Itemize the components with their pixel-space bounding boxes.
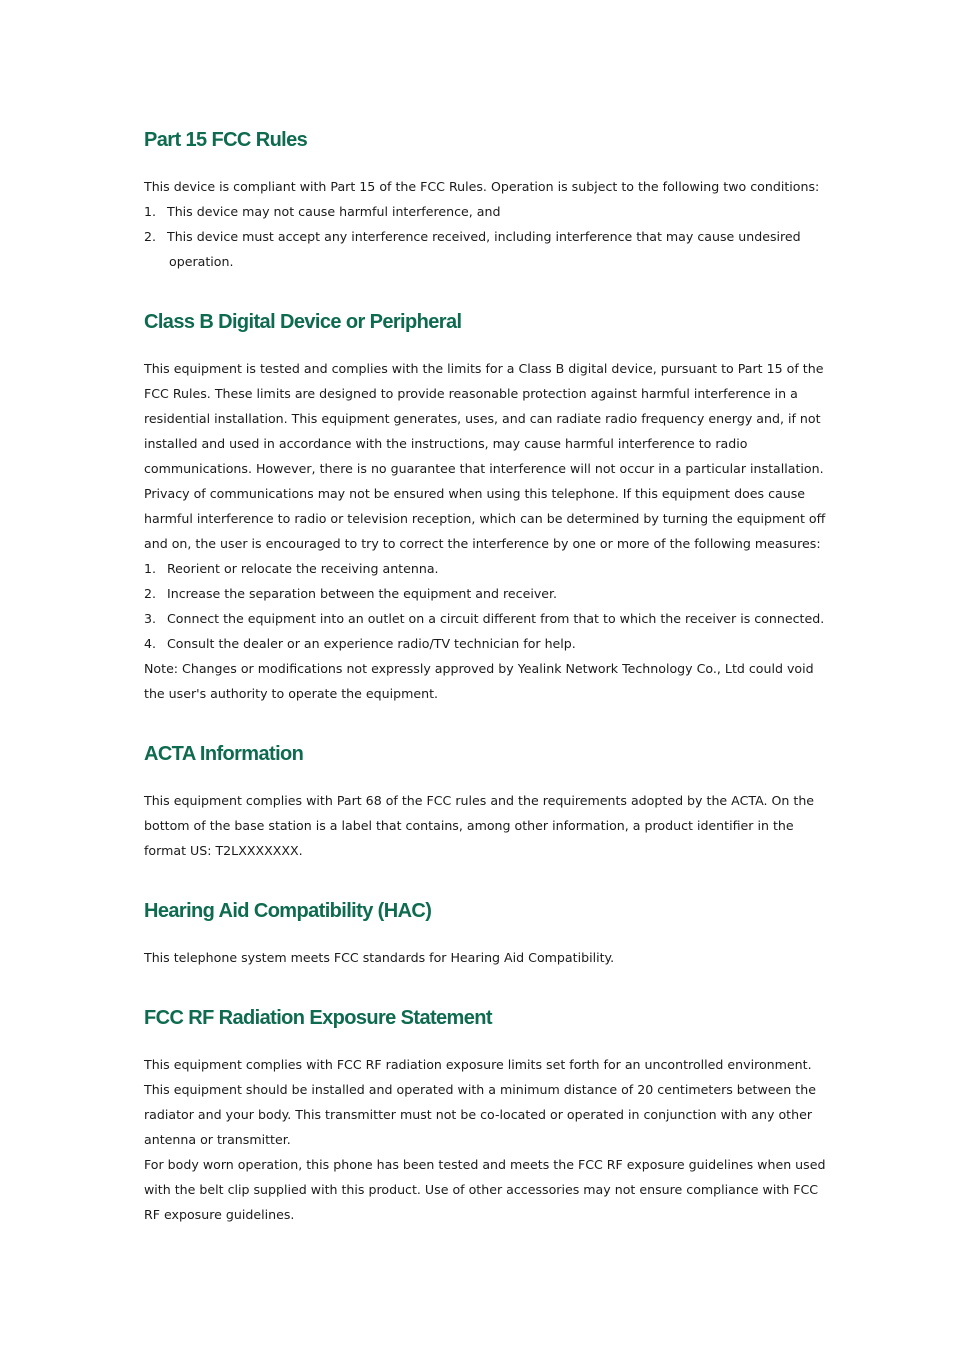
paragraph-line: installed and used in accordance with the instructions, may cause harmful interference to radio (144, 436, 748, 451)
list-text: Reorient or relocate the receiving antenna. (167, 561, 439, 576)
list-text: Increase the separation between the equipment and receiver. (167, 586, 558, 601)
list-item (144, 631, 816, 656)
list-number: 4. (144, 636, 157, 651)
paragraph-line: For body worn operation, this phone has been tested and meets the FCC RF exposure guidelines when used (144, 1157, 826, 1172)
list-text-continuation: operation. (169, 254, 234, 269)
paragraph-line: radiator and your body. This transmitter must not be co-located or operated in conjunction with any other (144, 1107, 812, 1122)
list-item (144, 199, 816, 224)
paragraph-line: with the belt clip supplied with this product. Use of other accessories may not ensure compliance with FCC (144, 1182, 819, 1197)
paragraph-line: This equipment complies with FCC RF radiation exposure limits set forth for an uncontrolled environment. (144, 1057, 812, 1072)
list-number: 1. (144, 204, 157, 219)
paragraph-line: This equipment complies with Part 68 of the FCC rules and the requirements adopted by the ACTA. On the (144, 793, 815, 808)
list-text: This device must accept any interference received, including interference that may cause undesired (167, 229, 801, 244)
paragraph-line: This equipment is tested and complies with the limits for a Class B digital device, pursuant to Part 15 of the (144, 361, 824, 376)
section-hac (144, 893, 816, 970)
document-page (144, 122, 826, 1227)
list-item (144, 556, 816, 581)
paragraph-line: FCC Rules. These limits are designed to provide reasonable protection against harmful interference in a (144, 386, 798, 401)
section-heading: FCC RF Radiation Exposure Statement (144, 1007, 492, 1029)
list-number: 1. (144, 561, 157, 576)
paragraph-line: harmful interference to radio or television reception, which can be determined by turning the equipment off (144, 511, 826, 526)
note-line: the user's authority to operate the equipment. (144, 686, 439, 701)
section-heading: Hearing Aid Compatibility (HAC) (144, 900, 432, 922)
paragraph-line: RF exposure guidelines. (144, 1207, 295, 1222)
paragraph-line: This device is compliant with Part 15 of the FCC Rules. Operation is subject to the following two conditions: (144, 179, 820, 194)
paragraph-line: format US: T2LXXXXXXX. (144, 843, 303, 858)
paragraph-line: This equipment should be installed and operated with a minimum distance of 20 centimeters between the (144, 1082, 816, 1097)
list-text: This device may not cause harmful interference, and (167, 204, 501, 219)
list-text: Connect the equipment into an outlet on a circuit different from that to which the receiver is connected. (167, 611, 825, 626)
section-acta (144, 736, 816, 863)
list-item (144, 581, 816, 606)
note-line: Note: Changes or modifications not expressly approved by Yealink Network Technology Co., Ltd could void (144, 661, 814, 676)
section-part15 (144, 122, 820, 274)
list-item (144, 224, 816, 274)
paragraph-line: communications. However, there is no guarantee that interference will not occur in a particular installation. (144, 461, 824, 476)
list-number: 2. (144, 229, 157, 244)
section-rf-exposure (144, 1000, 826, 1227)
list-item (144, 606, 825, 631)
section-heading: Part 15 FCC Rules (144, 129, 308, 151)
section-heading: ACTA Information (144, 743, 304, 765)
paragraph-line: and on, the user is encouraged to try to correct the interference by one or more of the following measures: (144, 536, 821, 551)
paragraph-line: bottom of the base station is a label that contains, among other information, a product identifier in the (144, 818, 794, 833)
paragraph-line: This telephone system meets FCC standards for Hearing Aid Compatibility. (144, 950, 615, 965)
section-class-b (144, 304, 826, 706)
paragraph-line: residential installation. This equipment generates, uses, and can radiate radio frequency energy and, if not (144, 411, 821, 426)
section-heading: Class B Digital Device or Peripheral (144, 311, 462, 333)
list-number: 3. (144, 611, 157, 626)
list-text: Consult the dealer or an experience radio/TV technician for help. (167, 636, 576, 651)
list-number: 2. (144, 586, 157, 601)
paragraph-line: antenna or transmitter. (144, 1132, 291, 1147)
paragraph-line: Privacy of communications may not be ensured when using this telephone. If this equipment does cause (144, 486, 806, 501)
